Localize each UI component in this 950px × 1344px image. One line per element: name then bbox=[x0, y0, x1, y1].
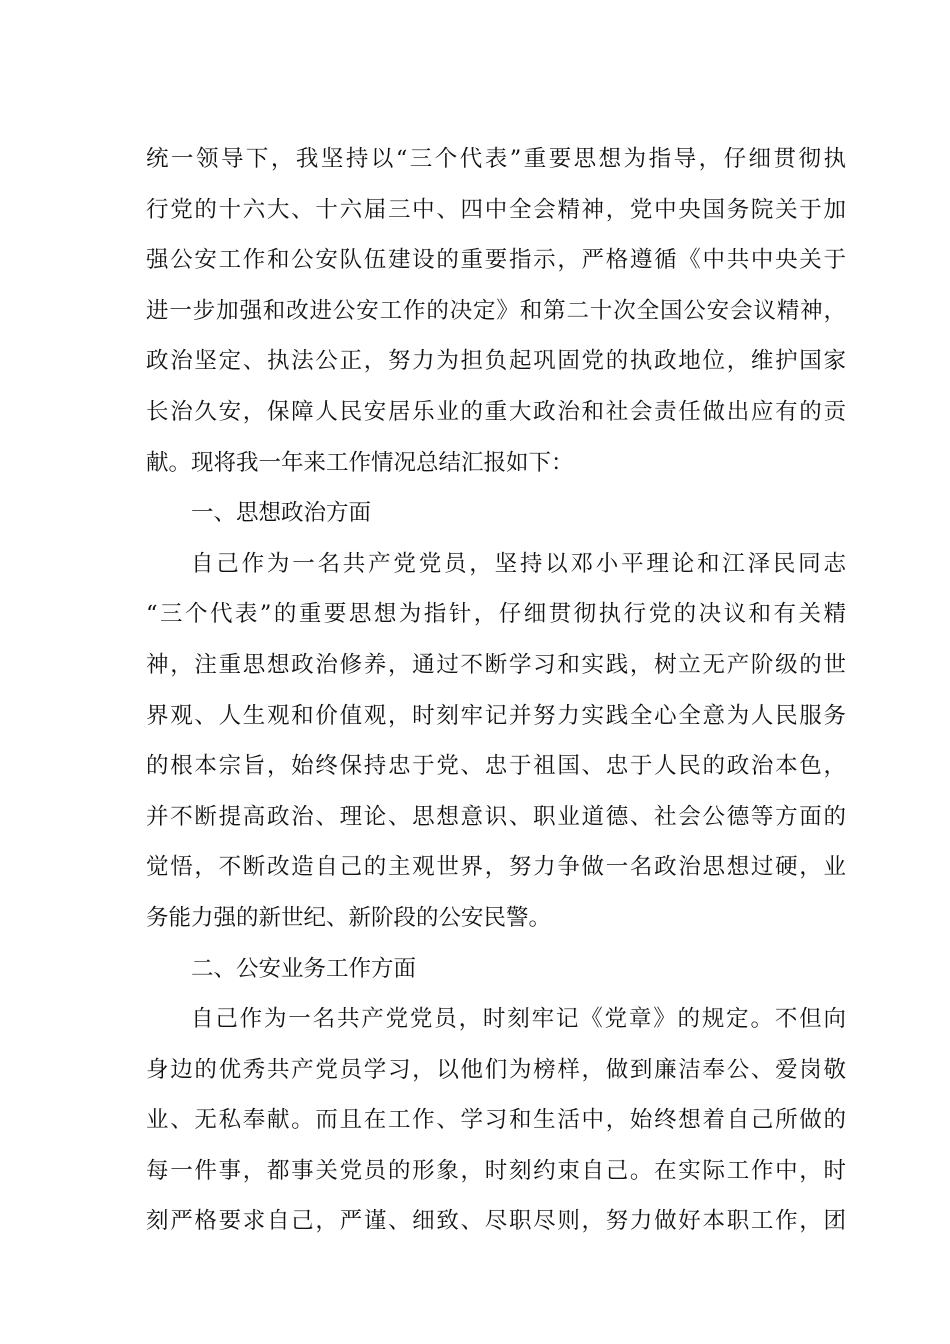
paragraph-line: 政治坚定、执法公正，努力为担负起巩固党的执政地位，维护国家 bbox=[146, 348, 846, 375]
paragraph-line: 的根本宗旨，始终保持忠于党、忠于祖国、忠于人民的政治本色， bbox=[146, 753, 846, 780]
paragraph-line: 进一步加强和改进公安工作的决定》和第二十次全国公安会议精神， bbox=[146, 297, 846, 324]
paragraph-line: 业、无私奉献。而且在工作、学习和生活中，始终想着自己所做的 bbox=[146, 1107, 846, 1134]
paragraph-line: 觉悟，不断改造自己的主观世界，努力争做一名政治思想过硬，业 bbox=[146, 854, 846, 881]
paragraph-line: 并不断提高政治、理论、思想意识、职业道德、社会公德等方面的 bbox=[146, 803, 846, 830]
paragraph-line: 强公安工作和公安队伍建设的重要指示，严格遵循《中共中央关于 bbox=[146, 247, 846, 274]
paragraph-line: 献。现将我一年来工作情况总结汇报如下： bbox=[146, 449, 574, 476]
paragraph-line: 自己作为一名共产党党员，坚持以邓小平理论和江泽民同志 bbox=[191, 550, 846, 577]
paragraph-line: 每一件事，都事关党员的形象，时刻约束自己。在实际工作中，时 bbox=[146, 1157, 846, 1184]
section-heading: 二、公安业务工作方面 bbox=[191, 955, 417, 982]
paragraph-line: 务能力强的新世纪、新阶段的公安民警。 bbox=[146, 904, 552, 931]
paragraph-line: 身边的优秀共产党员学习，以他们为榜样，做到廉洁奉公、爱岗敬 bbox=[146, 1056, 846, 1083]
paragraph-line: 神，注重思想政治修养，通过不断学习和实践，树立无产阶级的世 bbox=[146, 651, 846, 678]
paragraph-line: “三个代表”的重要思想为指针，仔细贯彻执行党的决议和有关精 bbox=[146, 601, 846, 628]
paragraph-line: 自己作为一名共产党党员，时刻牢记《党章》的规定。不但向 bbox=[191, 1006, 846, 1033]
paragraph-line: 界观、人生观和价值观，时刻牢记并努力实践全心全意为人民服务 bbox=[146, 702, 846, 729]
paragraph-line: 长治久安，保障人民安居乐业的重大政治和社会责任做出应有的贡 bbox=[146, 398, 846, 425]
paragraph-line: 统一领导下，我坚持以“三个代表”重要思想为指导，仔细贯彻执 bbox=[146, 146, 846, 172]
paragraph-line: 行党的十六大、十六届三中、四中全会精神，党中央国务院关于加 bbox=[146, 196, 846, 223]
section-heading: 一、思想政治方面 bbox=[191, 500, 372, 527]
document-body bbox=[146, 134, 846, 1247]
paragraph-line: 刻严格要求自己，严谨、细致、尽职尽则，努力做好本职工作，团 bbox=[146, 1208, 846, 1235]
